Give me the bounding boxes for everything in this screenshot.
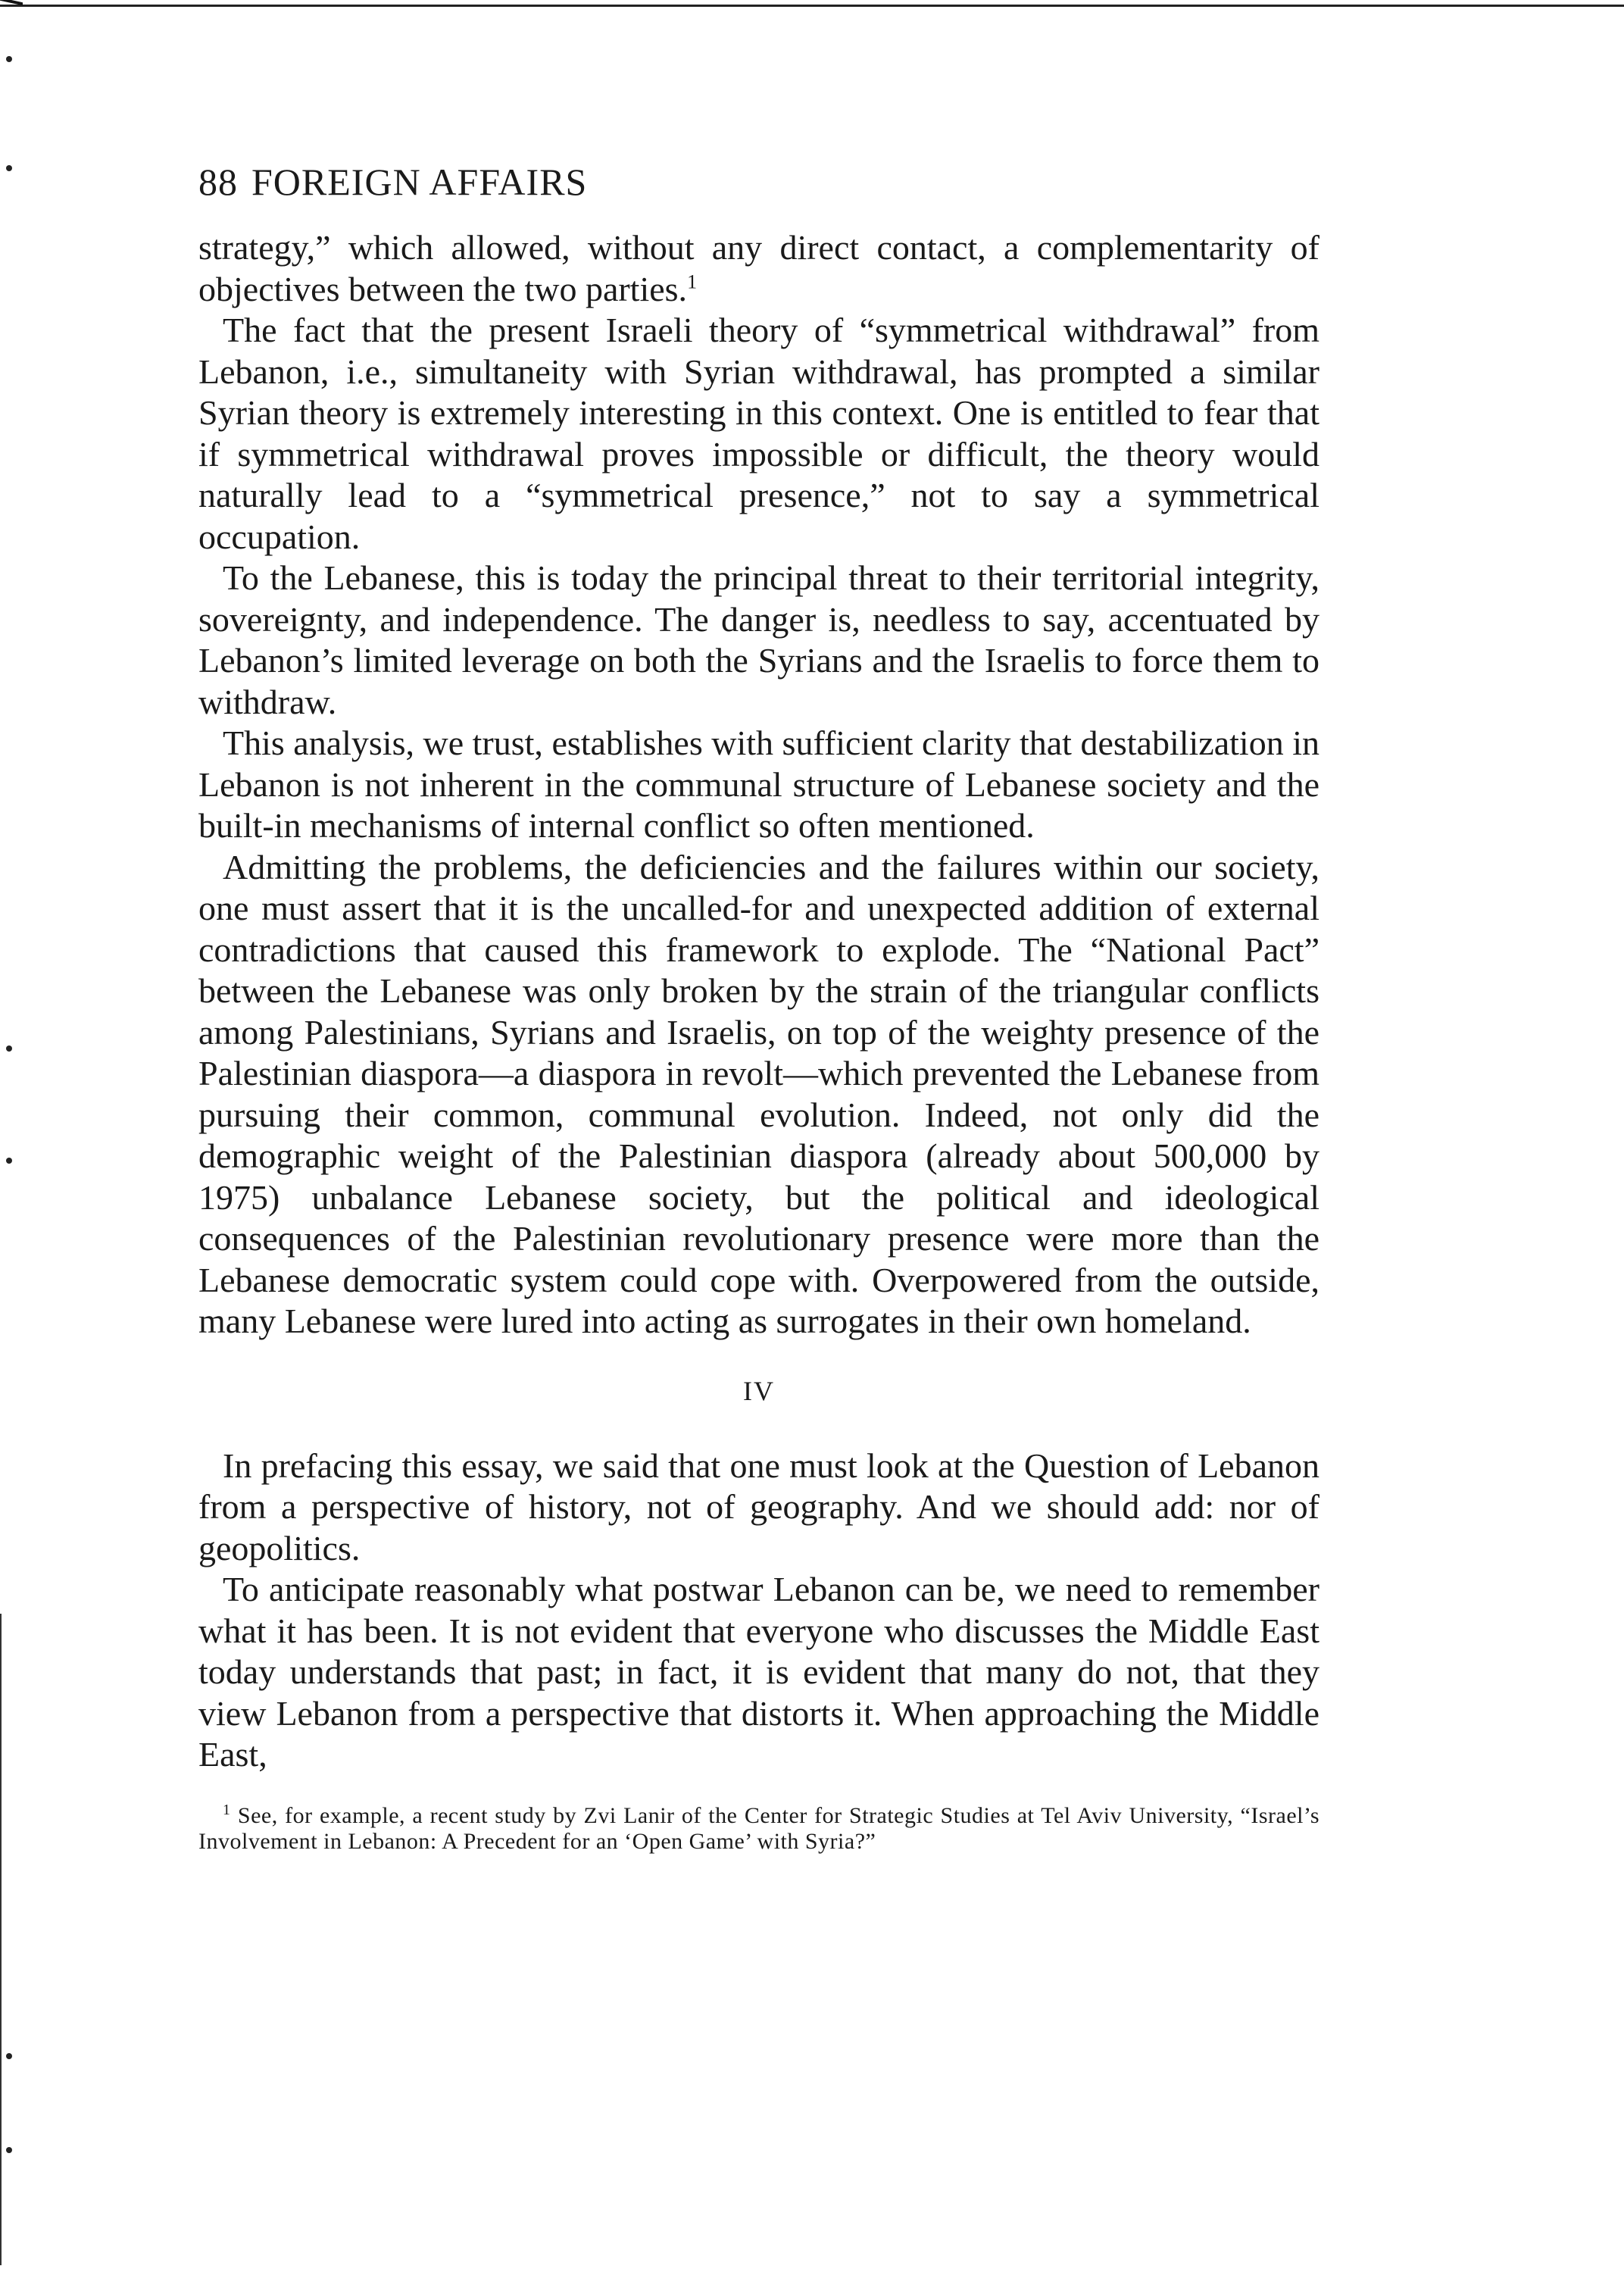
body-text (198, 227, 1320, 1776)
paragraph: In prefacing this essay, we said that one must look at the Question of Lebanon from a perspective of history, not of geography. And we should add: nor of geopolitics. (198, 1446, 1320, 1567)
paragraph: To the Lebanese, this is today the principal threat to their territorial integrity, sovereignty, and independence. The danger is, needless to say, accentuated by Lebanon’s limited leverage on both the Syrians and the Israelis to force them to withdraw. (198, 558, 1320, 721)
footnote-text: See, for example, a recent study by Zvi Lanir of the Center for Strategic Studies at Tel Aviv University, “Israel’s Involvement in Lebanon: A Precedent for an ‘Open Game’ with Syria?” (198, 1802, 1320, 1854)
scan-left-edge (0, 1614, 2, 2265)
paragraph-text: strategy,” which allowed, without any direct contact, a complementarity of objectives between the two parties. (198, 228, 1320, 308)
paragraph: The fact that the present Israeli theory of “symmetrical withdrawal” from Lebanon, i.e., simultaneity with Syrian withdrawal, has prompted a similar Syrian theory is extremely interesting in this context. One is entitled to fear that if symmetrical withdrawal proves impossible or difficult, the theory would naturally lead to a “symmetrical presence,” not to say a symmetrical occupation. (198, 311, 1320, 556)
paragraph: To anticipate reasonably what postwar Lebanon can be, we need to remember what it has been. It is not evident that everyone who discusses the Middle East today understands that past; in fact, it is evident that many do not, that they view Lebanon from a perspective that distorts it. When approaching the Middle East, (198, 1570, 1320, 1774)
paragraph: This analysis, we trust, establishes with sufficient clarity that destabilization in Lebanon is not inherent in the communal structure of Lebanese society and the built-in mechanisms of internal conflict so often mentioned. (198, 724, 1320, 845)
paragraph (198, 227, 1320, 310)
section-heading: IV (743, 1375, 775, 1406)
paragraph: Admitting the problems, the deficiencies and the failures within our society, one must assert that it is the uncalled-for and unexpected addition of external contradictions that caused this framework to explode. The “National Pact” between the Lebanese was only broken by the strain of the triangular conflicts among Palestinians, Syrians and Israelis, on top of the weighty presence of the Palestinian diaspora—a diaspora in revolt—which prevented the Lebanese from pursuing their common, communal evolution. Indeed, not only did the demographic weight of the Palestinian diaspora (already about 500,000 by 1975) unbalance Lebanese society, but the political and ideological consequences of the Palestinian revolutionary presence were more than the Lebanese democratic system could cope with. Overpowered from the outside, many Lebanese were lured into acting as surrogates in their own homeland. (198, 847, 1320, 1340)
scan-speck (6, 56, 12, 62)
document-page (198, 159, 1320, 1855)
journal-title: FOREIGN AFFAIRS (251, 161, 588, 203)
footnote (198, 1803, 1320, 1855)
scan-speck (6, 2147, 12, 2153)
footnote-mark: 1 (223, 1801, 231, 1818)
footnote-reference[interactable]: 1 (687, 270, 698, 293)
scan-speck (6, 1158, 12, 1164)
scan-speck (6, 1045, 12, 1052)
page-number: 88 (198, 161, 238, 203)
scan-speck (6, 2053, 12, 2059)
scan-corner-mark (0, 0, 23, 16)
running-head (198, 159, 1320, 205)
scan-top-rule (0, 5, 1624, 7)
scan-speck (6, 165, 12, 171)
